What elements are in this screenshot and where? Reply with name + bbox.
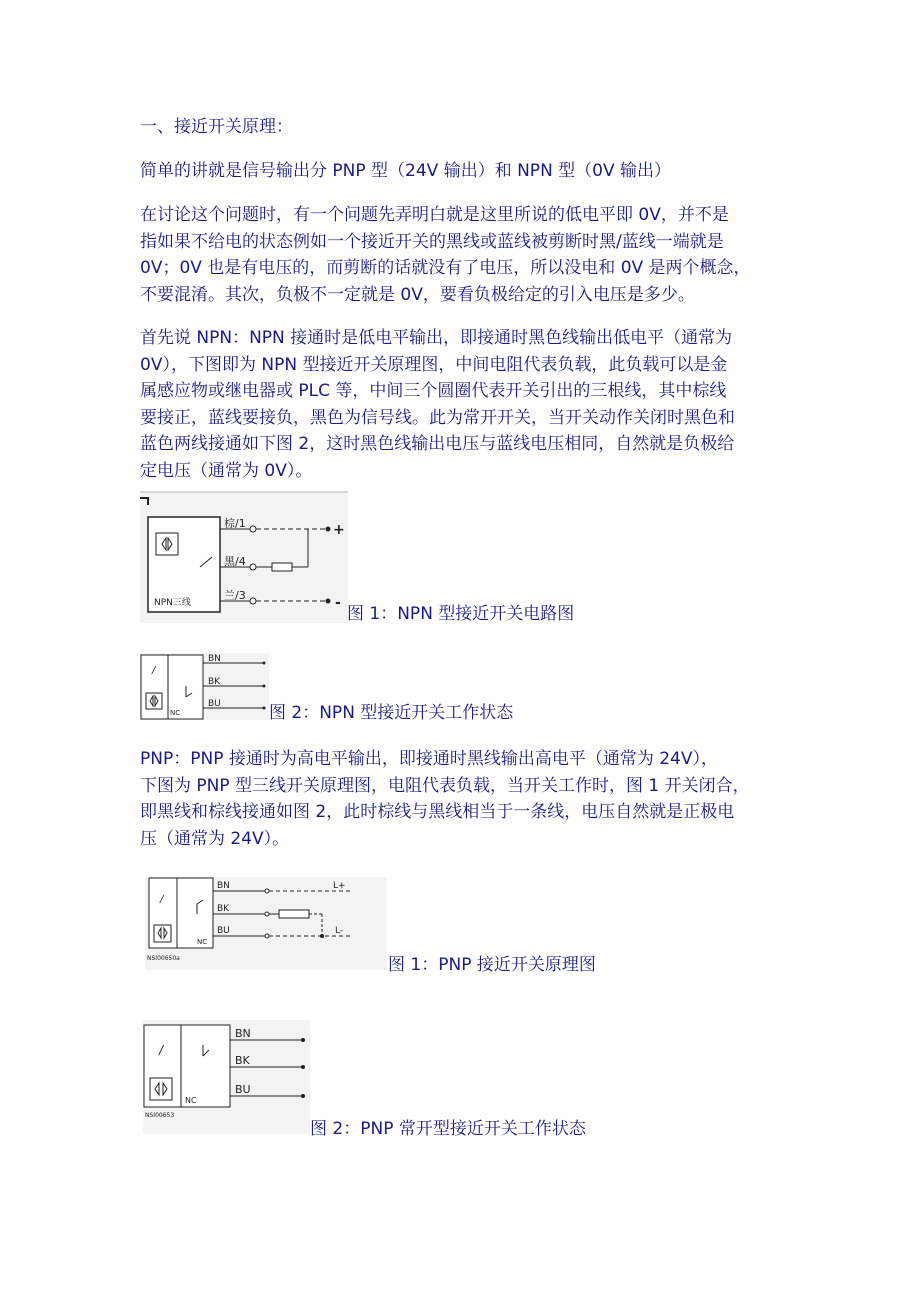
npn-wire-label-blue: 兰/3 — [224, 589, 246, 602]
npn-paragraph: 首先说 NPN：NPN 接通时是低电平输出，即接通时黑色线输出低电平（通常为 0V），下图即为 NPN 型接近开关原理图，中间电阻代表负载，此负载可以是金 属感应物或继电器或 PLC 等，中间三个圆圈代表开关引出的三根线，其中棕线 要接正，蓝线要接负，黑色为信号线。此为常开开关，当开关动作关闭时黑色和 蓝色两线接通如下图 2，这时黑色线输出电压与蓝线电压相同，自然就是负极给 定电压（通常为 0V）。 — [140, 328, 735, 481]
npn-fig1-caption: 图 1：NPN 型接近开关电路图 — [347, 604, 575, 624]
pnp1-l-minus: L- — [335, 926, 344, 936]
npn2-wire-bu: BU — [208, 699, 221, 709]
npn2-wire-bk: BK — [208, 677, 221, 687]
pnp2-wire-bk: BK — [235, 1054, 250, 1067]
npn-plus-sign: + — [333, 522, 345, 538]
pnp-fig2-caption: 图 2：PNP 常开型接近开关工作状态 — [310, 1119, 586, 1139]
pnp1-wire-bk: BK — [217, 904, 230, 914]
intro-paragraph: 简单的讲就是信号输出分 PNP 型（24V 输出）和 NPN 型（0V 输出） — [140, 161, 672, 181]
pnp2-wire-bn: BN — [235, 1027, 251, 1040]
npn-wire-label-black: 黑/4 — [224, 555, 246, 568]
pnp1-nc-label: NC — [197, 938, 208, 946]
pnp1-code: NSI00650a — [147, 955, 180, 962]
npn2-nc-label: NC — [170, 709, 181, 717]
npn-circuit-diagram — [140, 491, 348, 623]
npn-wire-label-brown: 棕/1 — [224, 517, 246, 530]
npn2-wire-bn: BN — [208, 654, 221, 664]
npn-box-label: NPN三线 — [154, 598, 191, 608]
section-heading: 一、接近开关原理： — [140, 117, 293, 137]
pnp-fig1-caption: 图 1：PNP 接近开关原理图 — [388, 955, 596, 975]
pnp1-l-plus: L+ — [333, 881, 346, 891]
pnp-working-state-diagram — [143, 1020, 310, 1134]
npn-minus-sign: - — [335, 595, 341, 611]
npn-fig2-caption: 图 2：NPN 型接近开关工作状态 — [269, 703, 514, 723]
svg-text:/: / — [160, 894, 164, 905]
pnp-schematic-diagram — [145, 877, 387, 970]
svg-text:/: / — [152, 665, 156, 676]
npn-working-state-diagram — [140, 653, 269, 720]
pnp1-wire-bn: BN — [217, 881, 230, 891]
pnp1-wire-bu: BU — [217, 926, 230, 936]
pnp2-wire-bu: BU — [235, 1083, 251, 1096]
zero-volt-paragraph: 在讨论这个问题时，有一个问题先弄明白就是这里所说的低电平即 0V，并不是 指如果不给电的状态例如一个接近开关的黑线或蓝线被剪断时黑/蓝线一端就是 0V；0V 也是有电压的，而剪断的话就没有了电压，所以没电和 0V 是两个概念， 不要混淆。其次，负极不一定就是 0V，要看负极给定的引入电压是多少。 — [140, 205, 751, 305]
pnp2-code: NSI00653 — [145, 1112, 175, 1119]
svg-text:/: / — [159, 1043, 164, 1057]
pnp-paragraph: PNP：PNP 接通时为高电平输出，即接通时黑线输出高电平（通常为 24V）， 下图为 PNP 型三线开关原理图，电阻代表负载，当开关工作时，图 1 开关闭合， 即黑线和棕线接通如图 2，此时棕线与黑线相当于一条线，电压自然就是正极电 压（通常为 24V）。 — [140, 749, 750, 849]
pnp2-nc-label: NC — [185, 1096, 197, 1105]
